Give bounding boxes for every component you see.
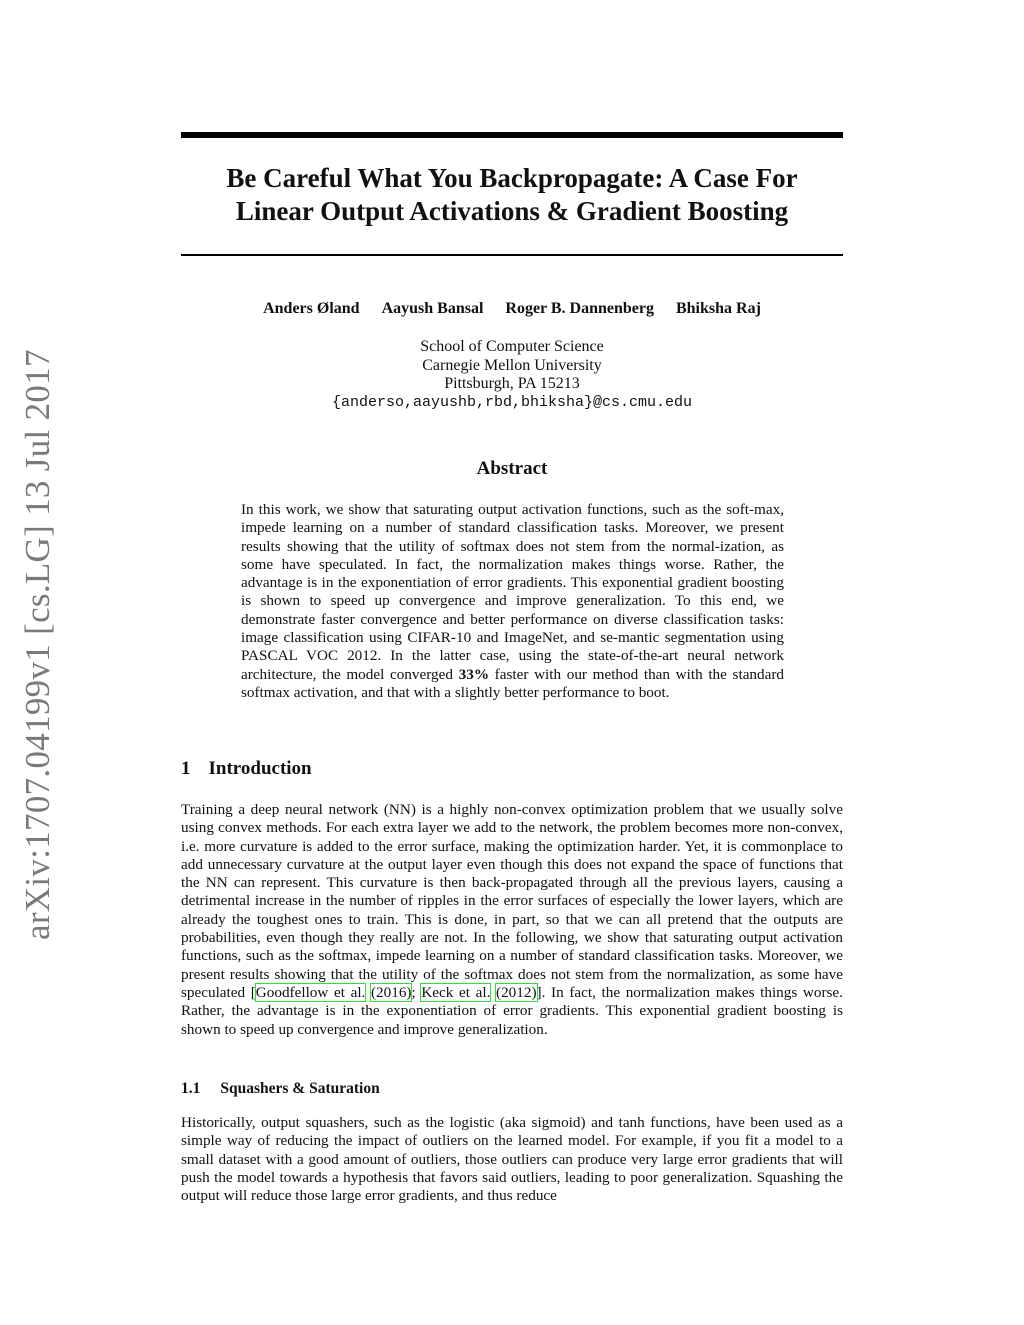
abstract-body xyxy=(241,501,784,702)
citation-link-keck[interactable]: Keck et al. xyxy=(421,983,491,1001)
title-line-1: Be Careful What You Backpropagate: A Case For xyxy=(226,163,798,193)
author-list xyxy=(181,300,843,318)
abstract-heading: Abstract xyxy=(476,458,548,479)
abstract-text-end: faster with our method than with the standard softmax activation, and that with a slightly better performance to boot. xyxy=(241,665,785,701)
section-number: 1 xyxy=(181,758,191,779)
title-line-2: Linear Output Activations & Gradient Boosting xyxy=(235,196,789,226)
affiliation-university: Carnegie Mellon University xyxy=(422,356,602,374)
author-name: Roger B. Dannenberg xyxy=(505,300,654,317)
intro-text-end: ]. In fact, the normalization makes things worse. Rather, the advantage is in the exponentiation of error gradients. This exponential gradient boosting is shown to speed up convergence and improve generalization. xyxy=(181,983,843,1038)
author-name: Bhiksha Raj xyxy=(675,300,761,317)
author-name: Aayush Bansal xyxy=(381,300,484,317)
citation-year-link-goodfellow[interactable]: (2016) xyxy=(370,983,412,1001)
author-name: Anders Øland xyxy=(263,300,360,317)
paper-title xyxy=(181,162,843,228)
abstract-bold-figure: 33% xyxy=(458,665,489,683)
section-title: Introduction xyxy=(208,758,312,779)
subsection-heading-squashers xyxy=(181,1080,380,1098)
subsection-number: 1.1 xyxy=(181,1080,201,1097)
author-emails: {anderso,aayushb,rbd,bhiksha}@cs.cmu.edu xyxy=(331,393,693,411)
subsection-title: Squashers & Saturation xyxy=(220,1080,380,1097)
arxiv-identifier-stamp: arXiv:1707.04199v1 [cs.LG] 13 Jul 2017 xyxy=(18,349,57,940)
abstract-text: In this work, we show that saturating output activation functions, such as the soft-max, impede learning on a number of standard classification tasks. Moreover, we present results showing that the utility of softmax does not stem from the normal-ization, as some have speculated. In fact, the normalization makes things worse. Rather, the advantage is in the exponentiation of error gradients. This exponential gradient boosting is shown to speed up convergence and improve generalization. To this end, we demonstrate faster convergence and better performance on diverse classification tasks: image classification using CIFAR-10 and ImageNet, and se-mantic segmentation using PASCAL VOC 2012. In the latter case, using the state-of-the-art neural network architecture, the model converged xyxy=(241,501,784,683)
introduction-paragraph xyxy=(181,801,843,1039)
squashers-paragraph: Historically, output squashers, such as the logistic (aka sigmoid) and tanh functions, have been used as a simple way of reducing the impact of outliers on the learned model. For example, if you fit a model to a small dataset with a good amount of outliers, those outliers can produce very large error gradients that will push the model towards a hypothesis that favors said outliers, leading to poor generalization. Squashing the output will reduce those large error gradients, and thus reduce xyxy=(181,1114,843,1205)
citation-year-link-keck[interactable]: (2012) xyxy=(496,983,537,1001)
affiliation-address: Pittsburgh, PA 15213 xyxy=(444,375,580,392)
affiliation-school: School of Computer Science xyxy=(420,338,604,355)
citation-link-goodfellow[interactable]: Goodfellow et al. xyxy=(255,983,366,1001)
citation-separator: ; xyxy=(411,983,422,1001)
title-top-rule xyxy=(181,132,843,138)
affiliation-block xyxy=(181,338,843,412)
intro-text: Training a deep neural network (NN) is a highly non-convex optimization problem that we usually solve using convex methods. For each extra layer we add to the network, the problem becomes more non-convex, i.e. more curvature is added to the error surface, making the optimization harder. Yet, it is commonplace to add unnecessary curvature at the output layer even though this does not expand the space of functions that the NN can represent. This curvature is then back-propagated through all the previous layers, causing a detrimental increase in the number of ripples in the error surfaces of especially the lower layers, which are already the toughest ones to train. This is done, in part, so that we can all pretend that the outputs are probabilities, even though they really are not. In the following, we show that saturating output activation functions, such as the softmax, impede learning on a number of standard classification tasks. Moreover, we present results showing that the utility of the softmax does not stem from the normalization, as some have speculated [ xyxy=(181,801,843,1001)
section-heading-introduction xyxy=(181,758,312,780)
title-bottom-rule xyxy=(181,254,843,256)
